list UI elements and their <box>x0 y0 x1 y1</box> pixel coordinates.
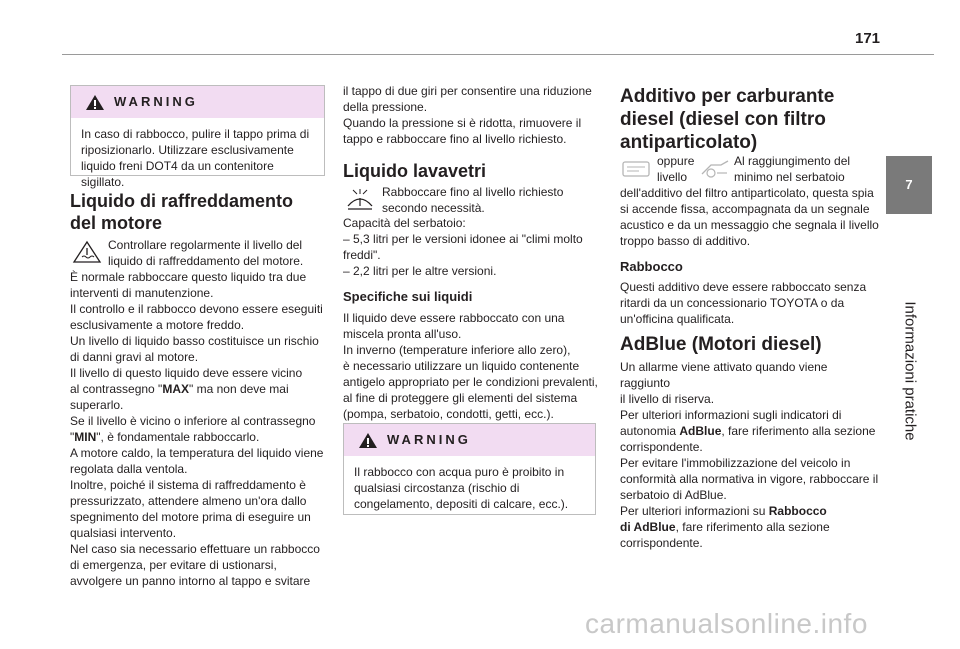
body-text: A motore caldo, la temperatura del liquido viene <box>70 446 324 460</box>
body-text: conformità alla normativa in vigore, rabboccare il <box>620 472 879 486</box>
warning-triangle-icon <box>85 94 105 116</box>
warning-body <box>71 118 324 190</box>
warning-text: liquido freni DOT4 da un contenitore sigillato. <box>81 159 274 189</box>
section-title-coolant: Liquido di raffreddamento del motore <box>70 191 293 233</box>
body-text: autonomia AdBlue, fare riferimento alla sezione <box>620 424 876 438</box>
body-text: di AdBlue, fare riferimento alla sezione <box>620 520 830 534</box>
additive-level-icon <box>621 158 653 185</box>
page-number: 171 <box>855 30 881 47</box>
coolant-continuation <box>343 83 598 147</box>
body-text: regolata dalla ventola. <box>70 462 188 476</box>
section-title-additive: Additivo per carburante diesel (diesel con filtro antiparticolato) <box>620 86 835 153</box>
body-text: oppure <box>657 154 695 168</box>
chapter-tab: 7 <box>886 156 932 214</box>
warning-text: Il rabbocco con acqua puro è proibito in <box>354 465 565 479</box>
warning-text: congelamento, depositi di calcare, ecc.). <box>354 497 569 511</box>
body-text: miscela pronta all'uso. <box>343 327 462 341</box>
additive-body <box>620 185 880 249</box>
coolant-body <box>70 269 330 589</box>
coolant-level-icon <box>72 240 102 269</box>
additive-oppure <box>657 153 702 185</box>
body-text: superarlo. <box>70 398 124 412</box>
body-text: Per ulteriori informazioni su Rabbocco <box>620 504 827 518</box>
watermark: carmanualsonline.info <box>585 608 868 639</box>
body-text: Il livello di questo liquido deve essere vicino <box>70 366 303 380</box>
warning-box-brake-fluid <box>70 85 325 189</box>
body-text: In inverno (temperature inferiore allo zero), <box>343 343 571 357</box>
body-text: di danni gravi al motore. <box>70 350 199 364</box>
body-text: il livello di riserva. <box>620 392 715 406</box>
header-rule <box>62 54 934 55</box>
body-text: Il controllo e il rabbocco devono essere eseguiti <box>70 302 323 316</box>
warning-text: In caso di rabbocco, pulire il tappo prima di <box>81 127 310 141</box>
coolant-icon-text <box>108 237 328 269</box>
subsection-title-topup: Rabbocco <box>620 259 683 274</box>
body-text: un'officina qualificata. <box>620 312 735 326</box>
warning-text: qualsiasi circostanza (rischio di <box>354 481 520 495</box>
body-text: Un livello di liquido basso costituisce un rischio <box>70 334 319 348</box>
body-text: Rabboccare fino al livello richiesto <box>382 185 564 199</box>
body-text: interventi di manutenzione. <box>70 286 214 300</box>
body-text: troppo basso di additivo. <box>620 234 751 248</box>
body-text: ritardi da un concessionario TOYOTA o da <box>620 296 845 310</box>
body-text: al fine di proteggere gli elementi del sistema <box>343 391 578 405</box>
body-text: Un allarme viene attivato quando viene raggiunto <box>620 360 828 390</box>
body-text: Questi additivo deve essere rabboccato senza <box>620 280 867 294</box>
specs-body <box>343 310 598 422</box>
body-text: freddi". <box>343 248 381 262</box>
body-text: qualsiasi intervento. <box>70 526 177 540</box>
body-text: Capacità del serbatoio: <box>343 216 466 230</box>
body-text: corrispondente. <box>620 440 703 454</box>
warning-triangle-icon <box>358 432 378 454</box>
body-text: è necessario utilizzare un liquido contenente <box>343 359 580 373</box>
additive-icon-text <box>734 153 879 185</box>
body-text: il tappo di due giri per consentire una riduzione <box>343 84 592 98</box>
body-text: pressurizzato, attendere almeno un'ora dallo <box>70 494 307 508</box>
warning-title: WARNING <box>387 432 471 447</box>
body-text: È normale rabboccare questo liquido tra due <box>70 270 307 284</box>
washer-body <box>343 215 598 279</box>
adblue-body <box>620 359 880 551</box>
body-text: tappo e rabboccare fino al livello richiesto. <box>343 132 567 146</box>
body-text: Quando la pressione si è ridotta, rimuovere il <box>343 116 582 130</box>
body-text: Inoltre, poiché il sistema di raffreddamento è <box>70 478 306 492</box>
body-text: della pressione. <box>343 100 428 114</box>
dpf-warning-icon <box>699 158 731 185</box>
body-text: minimo nel serbatoio <box>734 170 845 184</box>
body-text: si accende fissa, accompagnata da un segnale <box>620 202 870 216</box>
warning-title: WARNING <box>114 94 198 109</box>
washer-fluid-icon <box>345 188 375 217</box>
body-text: serbatoio di AdBlue. <box>620 488 727 502</box>
topup-body <box>620 279 880 327</box>
body-text: acustico e da un messaggio che segnala il livello <box>620 218 879 232</box>
body-text: spegnimento del motore prima di eseguire un <box>70 510 311 524</box>
body-text: – 5,3 litri per le versioni idonee ai "climi molto <box>343 232 583 246</box>
body-text: livello <box>657 170 688 184</box>
warning-body <box>344 456 595 512</box>
body-text: Nel caso sia necessario effettuare un rabbocco <box>70 542 320 556</box>
body-text: secondo necessità. <box>382 201 485 215</box>
body-text: corrispondente. <box>620 536 703 550</box>
body-text: Controllare regolarmente il livello del <box>108 238 303 252</box>
body-text: "MIN", è fondamentale rabboccarlo. <box>70 430 260 444</box>
warning-header <box>71 86 324 118</box>
body-text: al contrassegno "MAX" ma non deve mai <box>70 382 289 396</box>
section-title-washer: Liquido lavavetri <box>343 161 487 181</box>
body-text: antigelo appropriato per le condizioni prevalenti, <box>343 375 598 389</box>
body-text: (pompa, serbatoio, condotti, getti, ecc.). <box>343 407 554 421</box>
warning-box-water <box>343 423 596 515</box>
body-text: dell'additivo del filtro antiparticolato, questa spia <box>620 186 874 200</box>
body-text: Per ulteriori informazioni sugli indicatori di <box>620 408 842 422</box>
body-text: di emergenza, per evitare di ustionarsi, <box>70 558 277 572</box>
body-text: liquido di raffreddamento del motore. <box>108 254 304 268</box>
washer-icon-text <box>382 184 597 216</box>
body-text: Al raggiungimento del <box>734 154 851 168</box>
body-text: Se il livello è vicino o inferiore al contrassegno <box>70 414 316 428</box>
subsection-title-specs: Specifiche sui liquidi <box>343 289 473 304</box>
body-text: – 2,2 litri per le altre versioni. <box>343 264 497 278</box>
section-title-adblue: AdBlue (Motori diesel) <box>620 334 822 355</box>
body-text: esclusivamente a motore freddo. <box>70 318 245 332</box>
body-text: avvolgere un panno intorno al tappo e svitare <box>70 574 311 588</box>
warning-header <box>344 424 595 456</box>
body-text: Per evitare l'immobilizzazione del veicolo in <box>620 456 851 470</box>
body-text: Il liquido deve essere rabboccato con una <box>343 311 565 325</box>
warning-text: riposizionarlo. Utilizzare esclusivamente <box>81 143 294 157</box>
